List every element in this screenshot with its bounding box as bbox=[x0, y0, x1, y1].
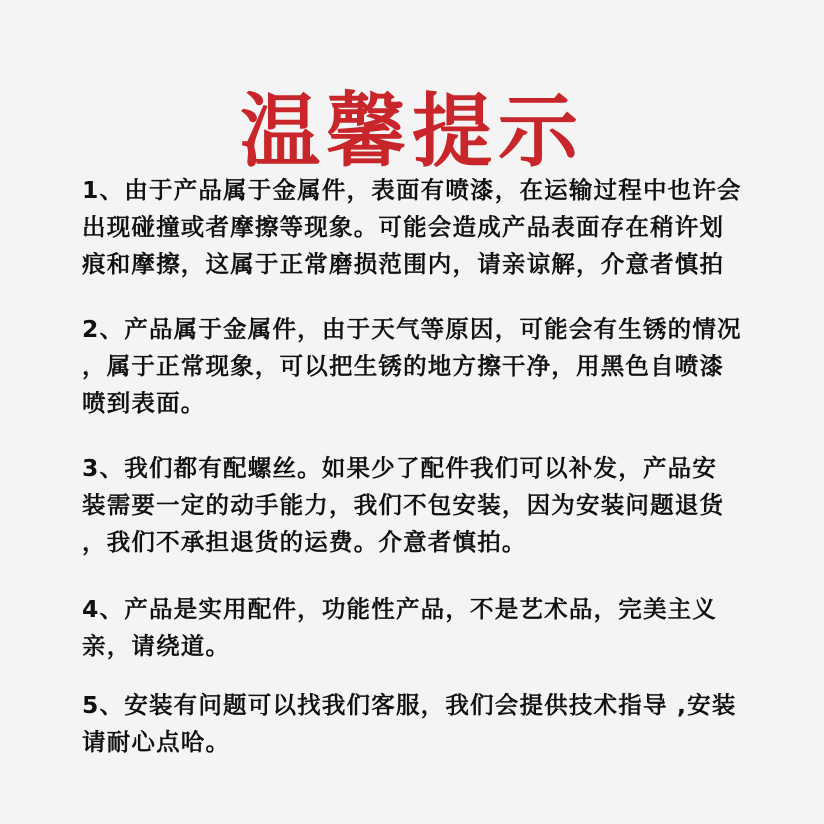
notice-line: ，属于正常现象，可以把生锈的地方擦干净，用黑色自喷漆 bbox=[82, 352, 725, 380]
notice-item-2 bbox=[82, 311, 762, 422]
notice-line: 4、产品是实用配件，功能性产品，不是艺术品，完美主义 bbox=[82, 595, 718, 623]
notice-line: 出现碰撞或者摩擦等现象。可能会造成产品表面存在稍许划 bbox=[82, 213, 725, 241]
notice-line: 1、由于产品属于金属件，表面有喷漆，在运输过程中也许会 bbox=[82, 176, 742, 204]
notice-line: 5、安装有问题可以找我们客服，我们会提供技术指导 ,安装 bbox=[82, 691, 737, 719]
notice-line: 痕和摩擦，这属于正常磨损范围内，请亲谅解，介意者慎拍 bbox=[82, 250, 725, 278]
notice-item-1 bbox=[82, 172, 762, 283]
notice-item-5 bbox=[82, 687, 762, 761]
notice-line: 装需要一定的动手能力，我们不包安装，因为安装问题退货 bbox=[82, 491, 725, 519]
notice-list bbox=[82, 172, 762, 761]
notice-item-3 bbox=[82, 450, 762, 561]
notice-item-4 bbox=[82, 591, 762, 665]
page-title: 温馨提示 bbox=[240, 84, 584, 178]
notice-line: 亲，请绕道。 bbox=[82, 632, 231, 660]
notice-line: 2、产品属于金属件，由于天气等原因，可能会有生锈的情况 bbox=[82, 315, 742, 343]
notice-line: ，我们不承担退货的运费。介意者慎拍。 bbox=[82, 528, 527, 556]
notice-line: 喷到表面。 bbox=[82, 389, 206, 417]
notice-line: 3、我们都有配螺丝。如果少了配件我们可以补发，产品安 bbox=[82, 454, 718, 482]
notice-line: 请耐心点哈。 bbox=[82, 728, 231, 756]
